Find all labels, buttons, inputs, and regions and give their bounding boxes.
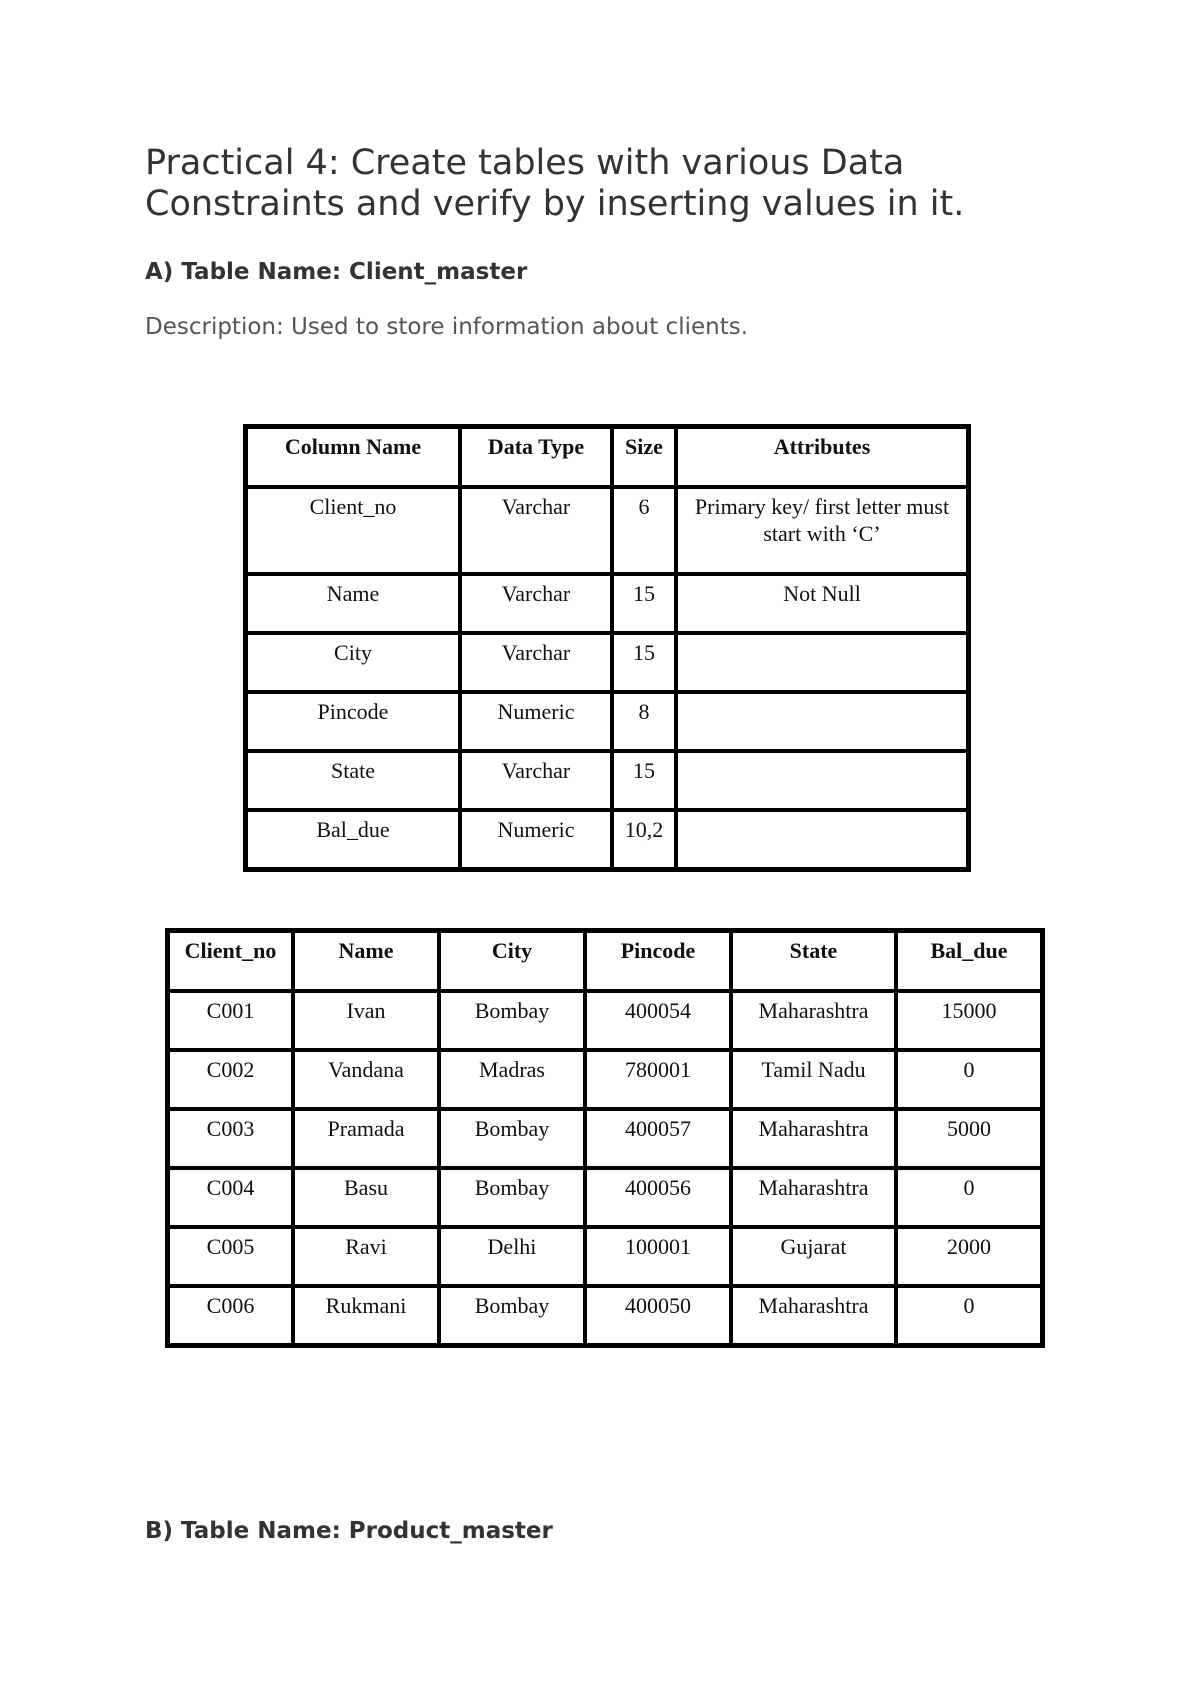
table-cell: C006: [168, 1286, 293, 1345]
table-row: [168, 1168, 1042, 1227]
table-cell: C003: [168, 1109, 293, 1168]
table-cell: C005: [168, 1227, 293, 1286]
table-cell: Bal_due: [246, 810, 460, 869]
table-row: [168, 1050, 1042, 1109]
table-cell: 15000: [896, 991, 1042, 1050]
table-row: [168, 1227, 1042, 1286]
table-cell: Bombay: [439, 1286, 585, 1345]
schema-table: [243, 424, 971, 872]
table-row: [246, 810, 968, 869]
table-cell: Bombay: [439, 1109, 585, 1168]
section-b-heading: B) Table Name: Product_master: [145, 1518, 553, 1544]
table-cell: Gujarat: [731, 1227, 896, 1286]
table-cell: 2000: [896, 1227, 1042, 1286]
data-header-client-no: Client_no: [168, 931, 293, 991]
table-cell: Varchar: [460, 633, 612, 692]
table-cell: Tamil Nadu: [731, 1050, 896, 1109]
table-row: [246, 692, 968, 751]
table-row: [246, 633, 968, 692]
table-cell: 400050: [585, 1286, 731, 1345]
table-row: [246, 574, 968, 633]
table-cell: 6: [612, 487, 676, 574]
table-cell: Bombay: [439, 1168, 585, 1227]
table-cell: 15: [612, 574, 676, 633]
table-cell: 780001: [585, 1050, 731, 1109]
table-cell: 15: [612, 751, 676, 810]
page-title: Practical 4: Create tables with various Data Constraints and verify by inserting values in it.: [145, 143, 965, 224]
table-cell: [676, 633, 968, 692]
table-row: [168, 1109, 1042, 1168]
table-cell: 400054: [585, 991, 731, 1050]
table-cell: Pincode: [246, 692, 460, 751]
table-cell: Delhi: [439, 1227, 585, 1286]
table-row: [246, 751, 968, 810]
schema-header-attributes: Attributes: [676, 427, 968, 487]
table-cell: C004: [168, 1168, 293, 1227]
table-row: [246, 487, 968, 574]
section-a-description: Description: Used to store information about clients.: [145, 314, 749, 340]
section-a-heading: A) Table Name: Client_master: [145, 259, 528, 285]
table-cell: Not Null: [676, 574, 968, 633]
table-cell: 400057: [585, 1109, 731, 1168]
table-cell: C001: [168, 991, 293, 1050]
schema-header-column-name: Column Name: [246, 427, 460, 487]
table-cell: Vandana: [293, 1050, 439, 1109]
table-cell: Maharashtra: [731, 1286, 896, 1345]
table-cell: Rukmani: [293, 1286, 439, 1345]
table-cell: Maharashtra: [731, 1109, 896, 1168]
table-cell: Maharashtra: [731, 1168, 896, 1227]
table-cell: Primary key/ first letter must start with ‘C’: [676, 487, 968, 574]
client-data-table: [165, 928, 1045, 1348]
data-header-bal-due: Bal_due: [896, 931, 1042, 991]
data-table-header-row: [168, 931, 1042, 991]
table-cell: Ravi: [293, 1227, 439, 1286]
table-cell: Varchar: [460, 487, 612, 574]
table-cell: 100001: [585, 1227, 731, 1286]
table-cell: 15: [612, 633, 676, 692]
table-cell: 0: [896, 1050, 1042, 1109]
schema-table-header-row: [246, 427, 968, 487]
table-cell: 5000: [896, 1109, 1042, 1168]
table-cell: 0: [896, 1286, 1042, 1345]
data-header-name: Name: [293, 931, 439, 991]
table-cell: Client_no: [246, 487, 460, 574]
table-cell: City: [246, 633, 460, 692]
table-cell: Varchar: [460, 751, 612, 810]
data-header-state: State: [731, 931, 896, 991]
table-cell: Numeric: [460, 810, 612, 869]
table-row: [168, 991, 1042, 1050]
table-cell: [676, 692, 968, 751]
schema-header-size: Size: [612, 427, 676, 487]
table-cell: Bombay: [439, 991, 585, 1050]
table-cell: Maharashtra: [731, 991, 896, 1050]
table-cell: State: [246, 751, 460, 810]
table-cell: [676, 810, 968, 869]
table-cell: Ivan: [293, 991, 439, 1050]
table-cell: Madras: [439, 1050, 585, 1109]
data-header-pincode: Pincode: [585, 931, 731, 991]
table-cell: Basu: [293, 1168, 439, 1227]
table-cell: 0: [896, 1168, 1042, 1227]
table-row: [168, 1286, 1042, 1345]
schema-header-data-type: Data Type: [460, 427, 612, 487]
data-header-city: City: [439, 931, 585, 991]
table-cell: 8: [612, 692, 676, 751]
table-cell: [676, 751, 968, 810]
table-cell: Numeric: [460, 692, 612, 751]
table-cell: Name: [246, 574, 460, 633]
table-cell: 10,2: [612, 810, 676, 869]
table-cell: C002: [168, 1050, 293, 1109]
table-cell: Pramada: [293, 1109, 439, 1168]
table-cell: Varchar: [460, 574, 612, 633]
table-cell: 400056: [585, 1168, 731, 1227]
